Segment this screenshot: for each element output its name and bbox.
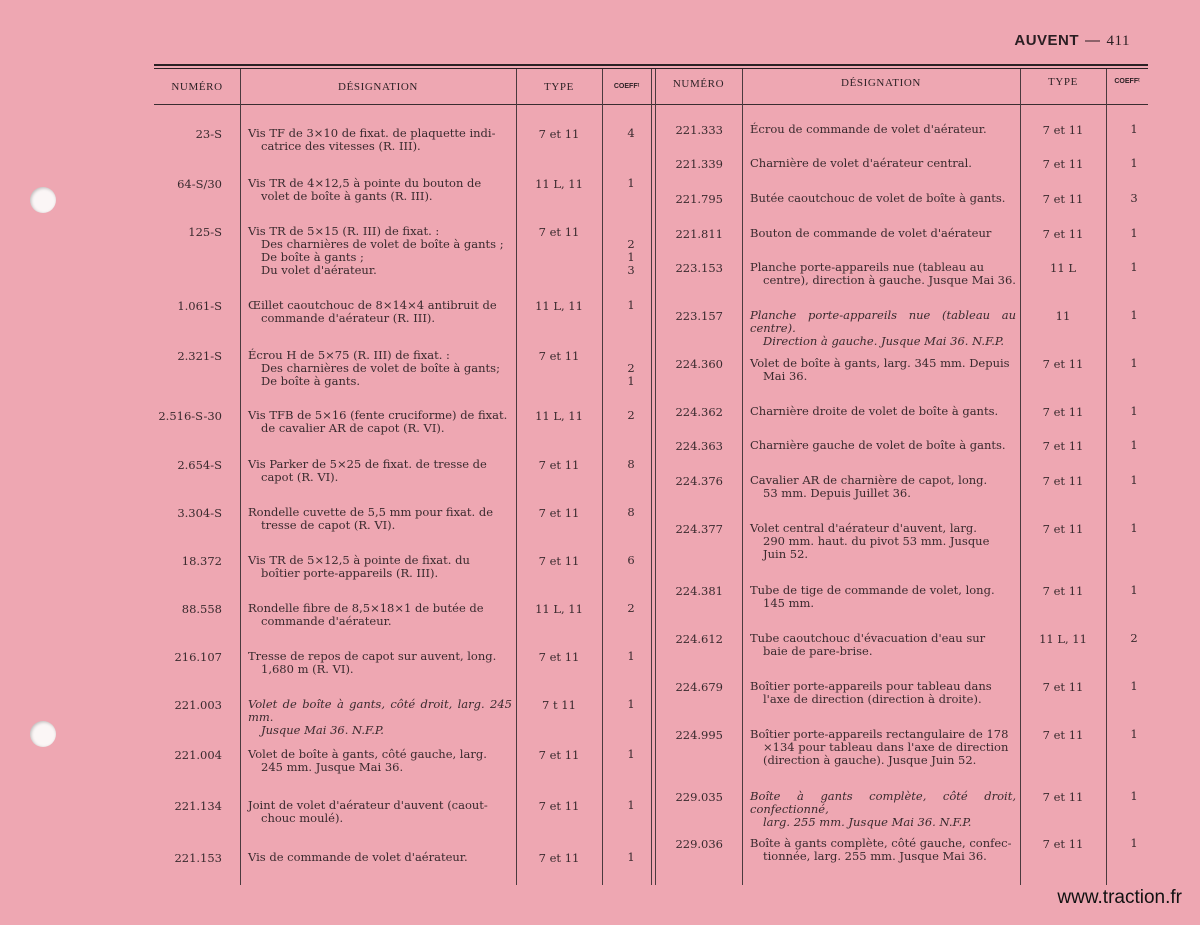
coefficient-value: 6 [627, 553, 635, 567]
designation-line: Boîte à gants complète, côté droit, confectionné, [750, 789, 1016, 816]
coefficient-value: 1 [627, 649, 635, 663]
part-number: 23-S [195, 127, 222, 141]
watermark-site: www.traction.fr [1057, 887, 1182, 908]
part-designation [248, 554, 512, 580]
designation-line: Vis Parker de 5×25 de fixat. de tresse de [248, 457, 487, 471]
coefficient-value: 1 [627, 250, 635, 264]
column-divider [742, 69, 743, 885]
part-type: 11 L, 11 [1039, 632, 1087, 646]
part-designation [750, 123, 1016, 136]
designation-line: Planche porte-appareils nue (tableau au centre). [750, 308, 1016, 335]
part-type: 7 et 11 [1042, 227, 1084, 241]
designation-line: Mai 36. [763, 369, 808, 383]
designation-line: Jusque Mai 36. N.F.P. [261, 723, 384, 737]
part-designation [750, 522, 1016, 561]
part-designation [248, 409, 512, 435]
part-coefficient [602, 748, 660, 761]
part-designation [248, 506, 512, 532]
part-designation [248, 748, 512, 774]
part-type: 7 et 11 [1042, 728, 1084, 742]
designation-line: Volet de boîte à gants, côté gauche, larg. [248, 747, 487, 761]
page-header [1014, 32, 1130, 50]
designation-line: De boîte à gants ; [261, 250, 364, 264]
designation-line: commande d'aérateur (R. III). [261, 311, 436, 325]
designation-line: Des charnières de volet de boîte à gants ; [261, 237, 504, 251]
part-type: 7 et 11 [538, 554, 580, 568]
part-number: 221.003 [174, 698, 222, 712]
designation-line: Volet central d'aérateur d'auvent, larg. [750, 521, 977, 535]
coefficient-value: 1 [1130, 836, 1138, 850]
coefficient-value: 1 [1130, 404, 1138, 418]
column-divider [516, 69, 517, 885]
part-designation [750, 680, 1016, 706]
designation-line: l'axe de direction (direction à droite). [763, 692, 982, 706]
part-designation [750, 837, 1016, 863]
designation-line: centre), direction à gauche. Jusque Mai 36. [763, 273, 1016, 287]
binder-hole [30, 721, 56, 747]
part-coefficient [602, 799, 660, 812]
designation-line: Bouton de commande de volet d'aérateur [750, 226, 992, 240]
coefficient-value: 1 [1130, 583, 1138, 597]
part-number: 2.516-S-30 [158, 409, 222, 423]
part-coefficient [1106, 632, 1162, 645]
part-coefficient [1106, 261, 1162, 274]
part-coefficient [602, 851, 660, 864]
part-designation [750, 790, 1016, 829]
part-designation [248, 225, 512, 277]
part-coefficient [602, 698, 660, 711]
part-coefficient [1106, 309, 1162, 322]
part-number: 221.333 [675, 123, 723, 137]
coefficient-value: 2 [627, 601, 635, 615]
part-number: 1.061-S [177, 299, 222, 313]
part-number: 229.036 [675, 837, 723, 851]
part-number: 224.363 [675, 439, 723, 453]
part-coefficient [602, 225, 660, 277]
designation-line: larg. 255 mm. Jusque Mai 36. N.F.P. [763, 815, 972, 829]
coefficient-value: 8 [627, 505, 635, 519]
header-coeff-left: COEFFᵗ [613, 83, 640, 90]
column-divider [240, 69, 241, 885]
part-coefficient [1106, 357, 1162, 370]
part-type: 7 et 11 [1042, 790, 1084, 804]
part-type: 7 et 11 [1042, 405, 1084, 419]
page-number: 411 [1106, 33, 1130, 49]
part-type: 7 et 11 [1042, 439, 1084, 453]
coefficient-value: 1 [1130, 122, 1138, 136]
part-type: 7 et 11 [538, 650, 580, 664]
designation-line: 245 mm. Jusque Mai 36. [261, 760, 404, 774]
designation-line: volet de boîte à gants (R. III). [261, 189, 433, 203]
designation-line: Écrou de commande de volet d'aérateur. [750, 122, 987, 136]
part-type: 7 et 11 [538, 506, 580, 520]
designation-line: Rondelle cuvette de 5,5 mm pour fixat. de [248, 505, 494, 519]
designation-line: Joint de volet d'aérateur d'auvent (caout- [248, 798, 488, 812]
designation-line: catrice des vitesses (R. III). [261, 139, 421, 153]
designation-line: 1,680 m (R. VI). [261, 662, 354, 676]
coefficient-value: 8 [627, 457, 635, 471]
part-number: 221.339 [675, 157, 723, 171]
part-number: 224.679 [675, 680, 723, 694]
coefficient-value: 1 [627, 850, 635, 864]
designation-line: ×134 pour tableau dans l'axe de direction [763, 740, 1009, 754]
designation-line: De boîte à gants. [261, 374, 361, 388]
part-coefficient [1106, 790, 1162, 803]
coefficient-value: 2 [627, 408, 635, 422]
part-designation [248, 698, 512, 737]
designation-line: baie de pare-brise. [763, 644, 873, 658]
part-type: 7 et 11 [1042, 522, 1084, 536]
part-coefficient [602, 602, 660, 615]
part-type: 7 et 11 [1042, 584, 1084, 598]
part-coefficient [1106, 405, 1162, 418]
part-designation [750, 439, 1016, 452]
part-designation [750, 227, 1016, 240]
designation-line: Butée caoutchouc de volet de boîte à gants. [750, 191, 1006, 205]
header-coeff-right: COEFFᵗ [1114, 78, 1140, 85]
part-type: 7 et 11 [538, 799, 580, 813]
designation-line: Charnière gauche de volet de boîte à gants. [750, 438, 1006, 452]
designation-line: Vis TF de 3×10 de fixat. de plaquette indi- [248, 126, 496, 140]
designation-line: (direction à gauche). Jusque Juin 52. [763, 753, 977, 767]
part-number: 221.153 [174, 851, 222, 865]
coefficient-value: 1 [1130, 226, 1138, 240]
part-designation [248, 458, 512, 484]
designation-line: Charnière droite de volet de boîte à gants. [750, 404, 999, 418]
part-type: 7 et 11 [538, 851, 580, 865]
coefficient-value: 1 [1130, 727, 1138, 741]
part-number: 223.157 [675, 309, 723, 323]
part-number: 221.004 [174, 748, 222, 762]
header-numero-right: NUMÉRO [672, 78, 725, 90]
designation-line: Vis TR de 5×12,5 à pointe de fixat. du [248, 553, 470, 567]
designation-line: Du volet d'aérateur. [261, 263, 377, 277]
part-number: 224.360 [675, 357, 723, 371]
coefficient-value: 1 [627, 374, 635, 388]
part-number: 221.811 [675, 227, 723, 241]
coefficient-value: 1 [627, 697, 635, 711]
designation-line: 145 mm. [763, 596, 815, 610]
coefficient-value: 2 [627, 361, 635, 375]
part-coefficient [602, 409, 660, 422]
part-designation [750, 192, 1016, 205]
part-designation [248, 602, 512, 628]
designation-line: Boîtier porte-appareils rectangulaire de 178 [750, 727, 1009, 741]
part-designation [750, 357, 1016, 383]
part-type: 7 et 11 [538, 127, 580, 141]
part-coefficient [1106, 837, 1162, 850]
coefficient-value: 1 [1130, 438, 1138, 452]
designation-line: Volet de boîte à gants, côté droit, larg. 245 mm. [248, 697, 512, 724]
designation-line: de cavalier AR de capot (R. VI). [261, 421, 445, 435]
section-title: AUVENT [1014, 32, 1080, 49]
designation-line: chouc moulé). [261, 811, 344, 825]
part-type: 11 [1055, 309, 1071, 323]
part-designation [750, 584, 1016, 610]
part-coefficient [602, 299, 660, 312]
part-designation [750, 261, 1016, 287]
part-type: 7 et 11 [1042, 837, 1084, 851]
part-type: 11 L, 11 [535, 177, 583, 191]
part-coefficient [602, 458, 660, 471]
designation-line: Des charnières de volet de boîte à gants; [261, 361, 500, 375]
part-designation [750, 474, 1016, 500]
coefficient-value: 1 [1130, 473, 1138, 487]
coefficient-value: 1 [627, 747, 635, 761]
header-designation-left: DÉSIGNATION [338, 81, 418, 93]
part-coefficient [1106, 680, 1162, 693]
part-type: 7 t 11 [542, 698, 576, 712]
part-number: 3.304-S [177, 506, 222, 520]
part-number: 2.654-S [177, 458, 222, 472]
part-number: 2.321-S [177, 349, 222, 363]
designation-line: Charnière de volet d'aérateur central. [750, 156, 972, 170]
part-designation [750, 632, 1016, 658]
part-number: 224.381 [675, 584, 723, 598]
part-type: 7 et 11 [1042, 474, 1084, 488]
designation-line: 290 mm. haut. du pivot 53 mm. Jusque [763, 534, 990, 548]
binder-hole [30, 187, 56, 213]
designation-line: Boîtier porte-appareils pour tableau dans [750, 679, 992, 693]
header-numero-left: NUMÉRO [171, 81, 223, 93]
part-number: 224.995 [675, 728, 723, 742]
designation-line: capot (R. VI). [261, 470, 339, 484]
column-divider [651, 69, 652, 885]
part-designation [750, 405, 1016, 418]
part-type: 11 L [1050, 261, 1076, 275]
header-type-right: TYPE [1048, 76, 1078, 88]
part-designation [248, 799, 512, 825]
designation-line: commande d'aérateur. [261, 614, 392, 628]
part-coefficient [1106, 192, 1162, 205]
part-designation [248, 127, 512, 153]
part-number: 224.362 [675, 405, 723, 419]
part-designation [248, 177, 512, 203]
part-number: 221.134 [174, 799, 222, 813]
coefficient-value: 1 [1130, 156, 1138, 170]
part-type: 11 L, 11 [535, 299, 583, 313]
part-number: 224.376 [675, 474, 723, 488]
part-type: 7 et 11 [1042, 357, 1084, 371]
designation-line: Vis de commande de volet d'aérateur. [248, 850, 468, 864]
designation-line: Tube caoutchouc d'évacuation d'eau sur [750, 631, 986, 645]
part-number: 224.377 [675, 522, 723, 536]
part-coefficient [602, 177, 660, 190]
header-separator: — [1085, 32, 1101, 49]
part-type: 7 et 11 [538, 225, 580, 239]
coefficient-value: 1 [627, 798, 635, 812]
designation-line: Écrou H de 5×75 (R. III) de fixat. : [248, 348, 450, 362]
coefficient-value: 1 [1130, 260, 1138, 274]
part-coefficient [1106, 439, 1162, 452]
designation-line: 53 mm. Depuis Juillet 36. [763, 486, 911, 500]
designation-line: Juin 52. [763, 547, 809, 561]
designation-line: Vis TR de 5×15 (R. III) de fixat. : [248, 224, 440, 238]
designation-line: Rondelle fibre de 8,5×18×1 de butée de [248, 601, 484, 615]
designation-line: Tube de tige de commande de volet, long. [750, 583, 995, 597]
part-coefficient [1106, 123, 1162, 136]
designation-line: Tresse de repos de capot sur auvent, long. [248, 649, 497, 663]
part-number: 216.107 [174, 650, 222, 664]
coefficient-value: 1 [627, 298, 635, 312]
part-coefficient [602, 650, 660, 663]
coefficient-value: 2 [1130, 631, 1138, 645]
coefficient-value: 1 [627, 176, 635, 190]
part-type: 7 et 11 [538, 349, 580, 363]
part-coefficient [1106, 474, 1162, 487]
coefficient-value: 4 [627, 126, 635, 140]
part-designation [750, 309, 1016, 348]
part-coefficient [1106, 157, 1162, 170]
coefficient-value: 3 [1130, 191, 1138, 205]
part-number: 221.795 [675, 192, 723, 206]
part-type: 11 L, 11 [535, 602, 583, 616]
part-coefficient [1106, 728, 1162, 741]
part-number: 223.153 [675, 261, 723, 275]
designation-line: tionnée, larg. 255 mm. Jusque Mai 36. [763, 849, 987, 863]
part-coefficient [602, 506, 660, 519]
part-coefficient [602, 127, 660, 140]
part-designation [248, 299, 512, 325]
designation-line: Cavalier AR de charnière de capot, long. [750, 473, 988, 487]
part-type: 7 et 11 [1042, 123, 1084, 137]
coefficient-value: 1 [1130, 308, 1138, 322]
part-designation [750, 157, 1016, 170]
header-designation-right: DÉSIGNATION [841, 77, 921, 89]
designation-line: Direction à gauche. Jusque Mai 36. N.F.P. [763, 334, 1004, 348]
designation-line: Boîte à gants complète, côté gauche, confec- [750, 836, 1012, 850]
coefficient-value: 2 [627, 237, 635, 251]
part-type: 7 et 11 [1042, 157, 1084, 171]
coefficient-value: 1 [1130, 521, 1138, 535]
designation-line: boîtier porte-appareils (R. III). [261, 566, 439, 580]
part-coefficient [602, 554, 660, 567]
table-top-rule [154, 64, 1148, 66]
part-number: 125-S [188, 225, 222, 239]
coefficient-value: 1 [1130, 679, 1138, 693]
part-designation [750, 728, 1016, 767]
part-coefficient [1106, 522, 1162, 535]
coefficient-value: 3 [627, 263, 635, 277]
part-type: 7 et 11 [1042, 192, 1084, 206]
coefficient-value: 1 [1130, 789, 1138, 803]
part-coefficient [1106, 584, 1162, 597]
part-number: 229.035 [675, 790, 723, 804]
part-number: 18.372 [181, 554, 222, 568]
part-number: 64-S/30 [177, 177, 222, 191]
part-number: 88.558 [181, 602, 222, 616]
coefficient-value: 1 [1130, 356, 1138, 370]
part-designation [248, 650, 512, 676]
part-type: 7 et 11 [538, 748, 580, 762]
part-coefficient [1106, 227, 1162, 240]
designation-line: Volet de boîte à gants, larg. 345 mm. Depuis [750, 356, 1010, 370]
part-type: 11 L, 11 [535, 409, 583, 423]
part-coefficient [602, 349, 660, 388]
part-number: 224.612 [675, 632, 723, 646]
part-type: 7 et 11 [538, 458, 580, 472]
column-divider [602, 69, 603, 885]
part-designation [248, 851, 512, 864]
designation-line: Œillet caoutchouc de 8×14×4 antibruit de [248, 298, 497, 312]
designation-line: Planche porte-appareils nue (tableau au [750, 260, 984, 274]
designation-line: Vis TR de 4×12,5 à pointe du bouton de [248, 176, 482, 190]
part-designation [248, 349, 512, 388]
designation-line: tresse de capot (R. VI). [261, 518, 396, 532]
header-type-left: TYPE [544, 81, 574, 93]
part-type: 7 et 11 [1042, 680, 1084, 694]
designation-line: Vis TFB de 5×16 (fente cruciforme) de fixat. [248, 408, 508, 422]
